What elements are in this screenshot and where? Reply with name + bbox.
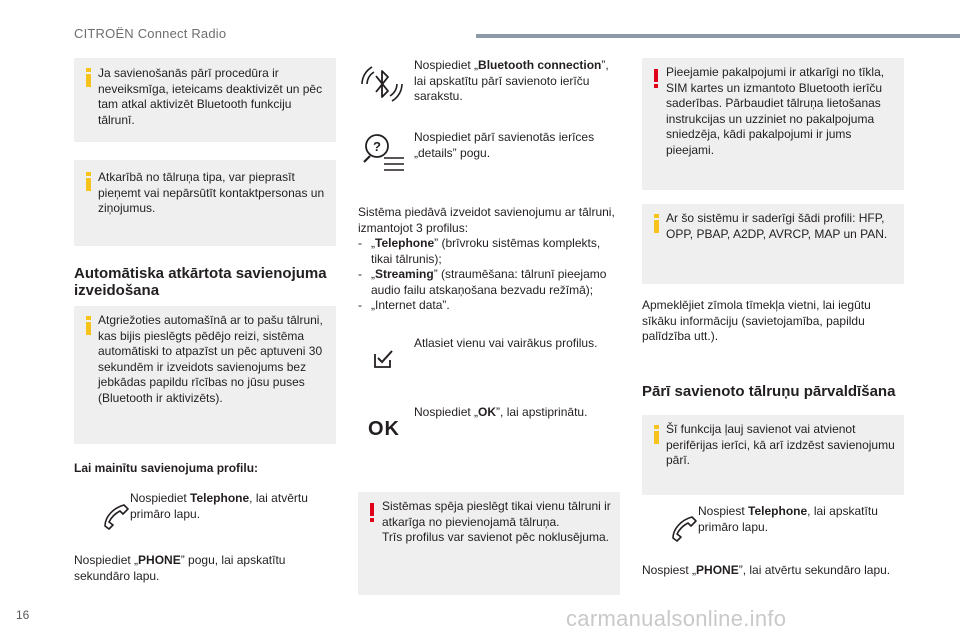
section-heading-auto-reconnect: Automātiska atkārtota savienojuma izveidošana [74,265,327,299]
info-box-auto-reconnect [74,306,336,444]
profile-change-label: Lai mainītu savienojuma profilu: [74,461,259,475]
page-number: 16 [16,608,30,622]
info-box-contacts [74,160,336,246]
watermark: carmanualsonline.info [566,606,787,631]
profiles-intro: Sistēma piedāvā izveidot savienojumu ar tālruni, izmantojot 3 profilus: [358,205,615,235]
ok-icon: OK [368,418,400,440]
telephone-icon [100,500,132,532]
profiles-list [358,236,620,314]
note-text: Ar šo sistēmu ir saderīgi šādi profili: HFP, OPP, PBAP, A2DP, AVRCP, MAP un PAN. [666,211,888,241]
svg-text:?: ? [373,139,381,154]
visit-website-text: Apmeklējiet zīmola tīmekļa vietni, lai iegūtu sīkāku informāciju (savietojamība, papildu palīdzība utt.). [642,298,871,343]
note-text: Šī funkcija ļauj savienot vai atvienot perifērijas ierīci, kā arī izdzēst savienojumu pārī. [666,422,895,467]
list-item: - „Internet data”. [358,298,620,314]
header-rule [476,34,960,38]
checkbox-icon [372,348,394,370]
warning-text: Pieejamie pakalpojumi ir atkarīgi no tīkla, SIM kartes un izmantoto Bluetooth ierīču saderības. Pārbaudiet tālruņa lietošanas instrukcijas un uzziniet no pakalpojuma sniedzēja, kādi pakalpojumi ir jums pieejami. [666,65,885,157]
list-item: - „Telephone” (brīvroku sistēmas komplekts, tikai tālrunis); [358,236,620,267]
bluetooth-connection-icon [358,60,406,108]
note-text: Ja savienošanās pārī procedūra ir neveiksmīga, ieteicams deaktivizēt un pēc tam atkal aktivizēt Bluetooth funkciju tālrunī. [98,66,323,127]
phone-step-text: Nospiest „PHONE”, lai atvērtu sekundāro lapu. [642,563,891,577]
info-box-manage-pairing [642,415,904,495]
details-step-text: Nospiediet pārī savienotās ierīces „details” pogu. [414,130,595,160]
phone-step-text: Nospiediet „PHONE” pogu, lai apskatītu sekundāro lapu. [74,553,286,583]
header-title: CITROËN Connect Radio [74,26,227,41]
telephone-step-text: Nospiediet Telephone, lai atvērtu primāro lapu. [130,491,308,521]
page-header [0,0,960,44]
bluetooth-step-text: Nospiediet „Bluetooth connection”, lai apskatītu pārī savienoto ierīču sarakstu. [414,58,609,103]
select-profiles-text: Atlasiet vienu vai vairākus profilus. [414,336,598,350]
ok-step-text: Nospiediet „OK”, lai apstiprinātu. [414,405,588,419]
info-box-compatible-profiles [642,204,904,284]
info-box-bluetooth-retry [74,58,336,142]
warning-box-services [642,58,904,190]
telephone-step-text: Nospiest Telephone, lai apskatītu primāro lapu. [698,504,878,534]
device-details-icon [362,132,406,176]
note-text: Atkarībā no tālruņa tipa, var pieprasīt pieņemt vai nepārsūtīt kontaktpersonas un ziņojumus. [98,170,325,215]
telephone-icon [668,512,700,544]
section-heading-paired-phones: Pārī savienoto tālruņu pārvaldīšana [642,383,896,400]
warning-box-single-phone [358,492,620,595]
list-item: - „Streaming” (straumēšana: tālrunī pieejamo audio failu atskaņošana bezvadu režīmā); [358,267,620,298]
warning-text: Sistēmas spēja pieslēgt tikai vienu tālruni ir atkarīga no pievienojamā tālruņa. Trīs profilus var savienot pēc noklusējuma. [382,499,611,544]
note-text: Atgriežoties automašīnā ar to pašu tālruni, kas bijis pieslēgts pēdējo reizi, sistēma automātiski to atpazīst un pēc aptuveni 30 sekundēm ir izveidots savienojums bez jebkādas papildu rīcības no jūsu puses (Bluetooth ir aktivizēts). [98,313,323,405]
